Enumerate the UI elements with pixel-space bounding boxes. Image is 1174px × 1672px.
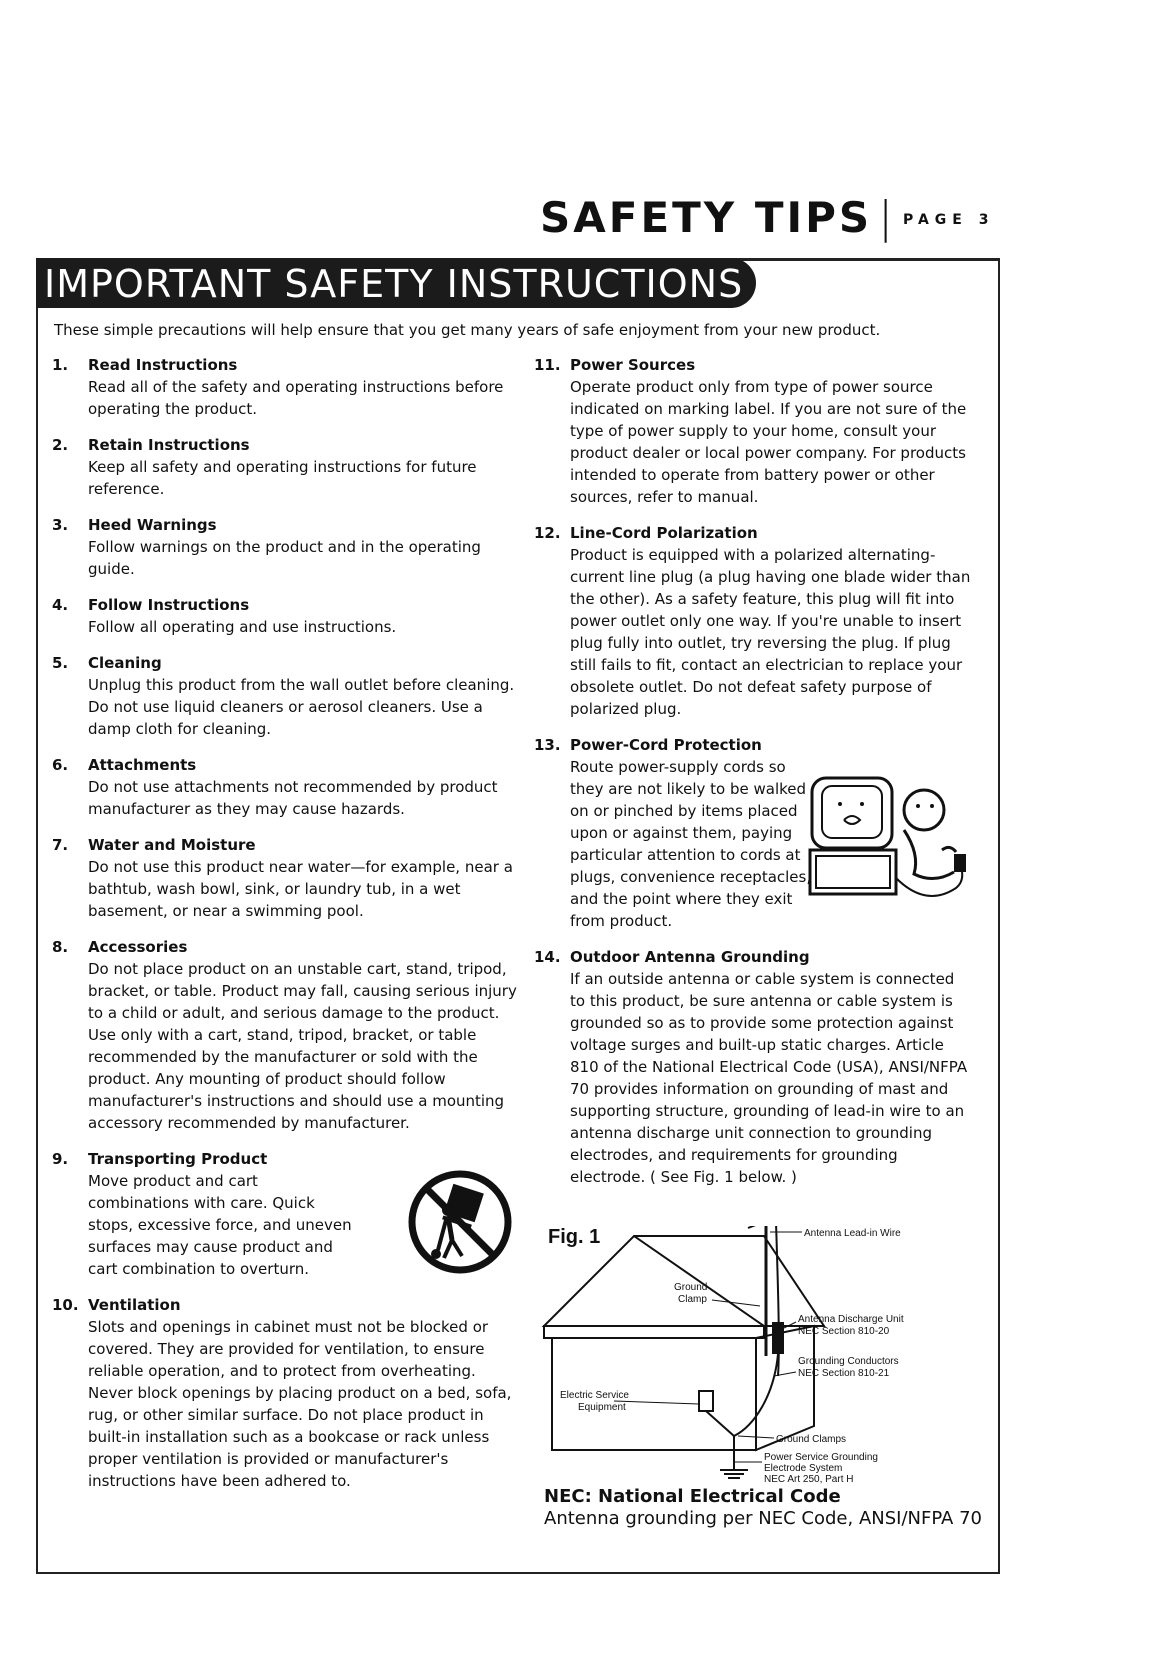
label-electrode-3: NEC Art 250, Part H <box>764 1474 854 1485</box>
label-conductors-2: NEC Section 810-21 <box>798 1368 890 1379</box>
nec-subtitle: Antenna grounding per NEC Code, ANSI/NFPA 70 <box>544 1508 982 1529</box>
label-antenna-lead: Antenna Lead-in Wire <box>804 1228 901 1239</box>
item-text: Do not use attachments not recommended by product manufacturer as they may cause hazards. <box>88 778 498 818</box>
item-title: Read Instructions <box>88 356 238 374</box>
item-title: Attachments <box>88 756 197 774</box>
banner <box>36 258 756 308</box>
discharge-unit <box>772 1322 784 1354</box>
instruction-item <box>52 936 522 1134</box>
figure-label: Fig. 1 <box>548 1226 601 1248</box>
header-divider: | <box>878 192 893 243</box>
instruction-item <box>52 594 522 638</box>
item-title: Outdoor Antenna Grounding <box>570 948 810 966</box>
right-column <box>534 354 974 1202</box>
label-service-1: Electric Service <box>560 1390 629 1401</box>
item-text: Product is equipped with a polarized alternating-current line plug (a plug having one blade wider than the other). As a safety feature, this plug will fit into power outlet only one way. If you're unable to insert plug fully into outlet, try reversing the plug. If plug still fails to fit, contact an electrician to replace your obsolete outlet. Do not defeat safety purpose of polarized plug. <box>570 546 971 718</box>
tv-and-child-illustration <box>804 758 974 908</box>
item-text: Do not place product on an unstable cart, stand, tripod, bracket, or table. Product may fall, causing serious injury to a child or adult, and serious damage to the product. Use only with a cart, stand, tripod, bracket, or table recommended by the manufacturer or sold with the product. Any mounting of product should follow manufacturer's instructions and should use a mounting accessory recommended by manufacturer. <box>88 960 517 1132</box>
item-number: 9. <box>52 1150 69 1168</box>
item-text: Keep all safety and operating instructions for future reference. <box>88 458 477 498</box>
label-clamps: Ground Clamps <box>776 1434 847 1445</box>
instruction-item <box>534 734 974 932</box>
section-title: SAFETY TIPS <box>540 193 873 242</box>
item-number: 7. <box>52 836 69 854</box>
nec-title: NEC: National Electrical Code <box>544 1486 841 1507</box>
instruction-item <box>52 514 522 580</box>
item-text: Do not use this product near water—for example, near a bathtub, wash bowl, sink, or laundry tub, in a wet basement, or near a swimming pool. <box>88 858 513 920</box>
intro-text: These simple precautions will help ensure that you get many years of safe enjoyment from your new product. <box>54 321 881 339</box>
label-service-2: Equipment <box>578 1402 626 1413</box>
instruction-item <box>52 652 522 740</box>
item-title: Accessories <box>88 938 188 956</box>
left-column <box>52 354 522 1506</box>
banner-title: IMPORTANT SAFETY INSTRUCTIONS <box>44 262 744 306</box>
house-roof-side <box>634 1236 824 1326</box>
item-number: 10. <box>52 1296 79 1314</box>
cart-tipover-warning-icon <box>408 1170 512 1274</box>
item-text: Route power-supply cords so they are not likely to be walked on or pinched by items placed upon or against them, paying particular attention to cords at plugs, convenience receptacles, and the point where they exit from product. <box>570 758 812 930</box>
item-title: Follow Instructions <box>88 596 250 614</box>
item-number: 11. <box>534 356 561 374</box>
label-discharge-2: NEC Section 810-20 <box>798 1326 890 1337</box>
item-text: Slots and openings in cabinet must not be blocked or covered. They are provided for ventilation, to ensure reliable operation, and to protect from overheating. Never block openings by placing product on a bed, sofa, rug, or other similar surface. Do not place product in built-in installation such as a bookcase or rack unless proper ventilation is provided or manufacturer's instructions have been adhered to. <box>88 1318 512 1490</box>
instruction-item <box>534 946 974 1188</box>
instruction-item <box>52 754 522 820</box>
item-title: Line-Cord Polarization <box>570 524 758 542</box>
item-title: Ventilation <box>88 1296 181 1314</box>
item-number: 1. <box>52 356 69 374</box>
electric-service-box <box>699 1391 713 1411</box>
instruction-item <box>52 1148 522 1280</box>
item-number: 5. <box>52 654 69 672</box>
label-discharge-1: Antenna Discharge Unit <box>798 1314 904 1325</box>
item-text: Move product and cart combinations with care. Quick stops, excessive force, and uneven surfaces may cause product and cart combination to overturn. <box>88 1172 352 1278</box>
page-number: PAGE 3 <box>902 212 995 228</box>
label-ground-clamp-1: Ground <box>674 1282 708 1293</box>
item-title: Retain Instructions <box>88 436 250 454</box>
item-number: 12. <box>534 524 561 542</box>
item-number: 14. <box>534 948 561 966</box>
item-title: Power-Cord Protection <box>570 736 762 754</box>
item-title: Transporting Product <box>88 1150 268 1168</box>
instruction-item <box>52 354 522 420</box>
label-conductors-1: Grounding Conductors <box>798 1356 899 1367</box>
instruction-item <box>52 834 522 922</box>
item-text: Operate product only from type of power source indicated on marking label. If you are not sure of the type of power supply to your home, consult your product dealer or local power company. For products intended to operate from battery power or other sources, refer to manual. <box>570 378 967 506</box>
instruction-item <box>534 522 974 720</box>
item-number: 3. <box>52 516 69 534</box>
item-text: Follow warnings on the product and in the operating guide. <box>88 538 481 578</box>
item-title: Water and Moisture <box>88 836 256 854</box>
label-ground-clamp-2: Clamp <box>678 1294 707 1305</box>
antenna-grounding-diagram <box>534 1226 984 1486</box>
page-header <box>540 192 1000 248</box>
item-number: 13. <box>534 736 561 754</box>
label-electrode-1: Power Service Grounding <box>764 1452 878 1463</box>
item-number: 6. <box>52 756 69 774</box>
item-number: 4. <box>52 596 69 614</box>
item-text: Follow all operating and use instructions. <box>88 618 397 636</box>
label-electrode-2: Electrode System <box>764 1463 843 1474</box>
item-number: 2. <box>52 436 69 454</box>
item-title: Power Sources <box>570 356 696 374</box>
item-text: Read all of the safety and operating instructions before operating the product. <box>88 378 504 418</box>
house-roof <box>544 1236 764 1326</box>
item-number: 8. <box>52 938 69 956</box>
instruction-item <box>52 434 522 500</box>
instruction-item <box>534 354 974 508</box>
instruction-item <box>52 1294 522 1492</box>
item-text: Unplug this product from the wall outlet before cleaning. Do not use liquid cleaners or aerosol cleaners. Use a damp cloth for cleaning. <box>88 676 515 738</box>
item-title: Cleaning <box>88 654 162 672</box>
item-text: If an outside antenna or cable system is connected to this product, be sure antenna or cable system is grounded so as to provide some protection against voltage surges and built-up static charges. Article 810 of the National Electrical Code (USA), ANSI/NFPA 70 provides information on grounding of mast and supporting structure, grounding of lead-in wire to an antenna discharge unit connection to grounding electrodes, and requirements for grounding electrode. ( See Fig. 1 below. ) <box>570 970 968 1186</box>
item-title: Heed Warnings <box>88 516 217 534</box>
